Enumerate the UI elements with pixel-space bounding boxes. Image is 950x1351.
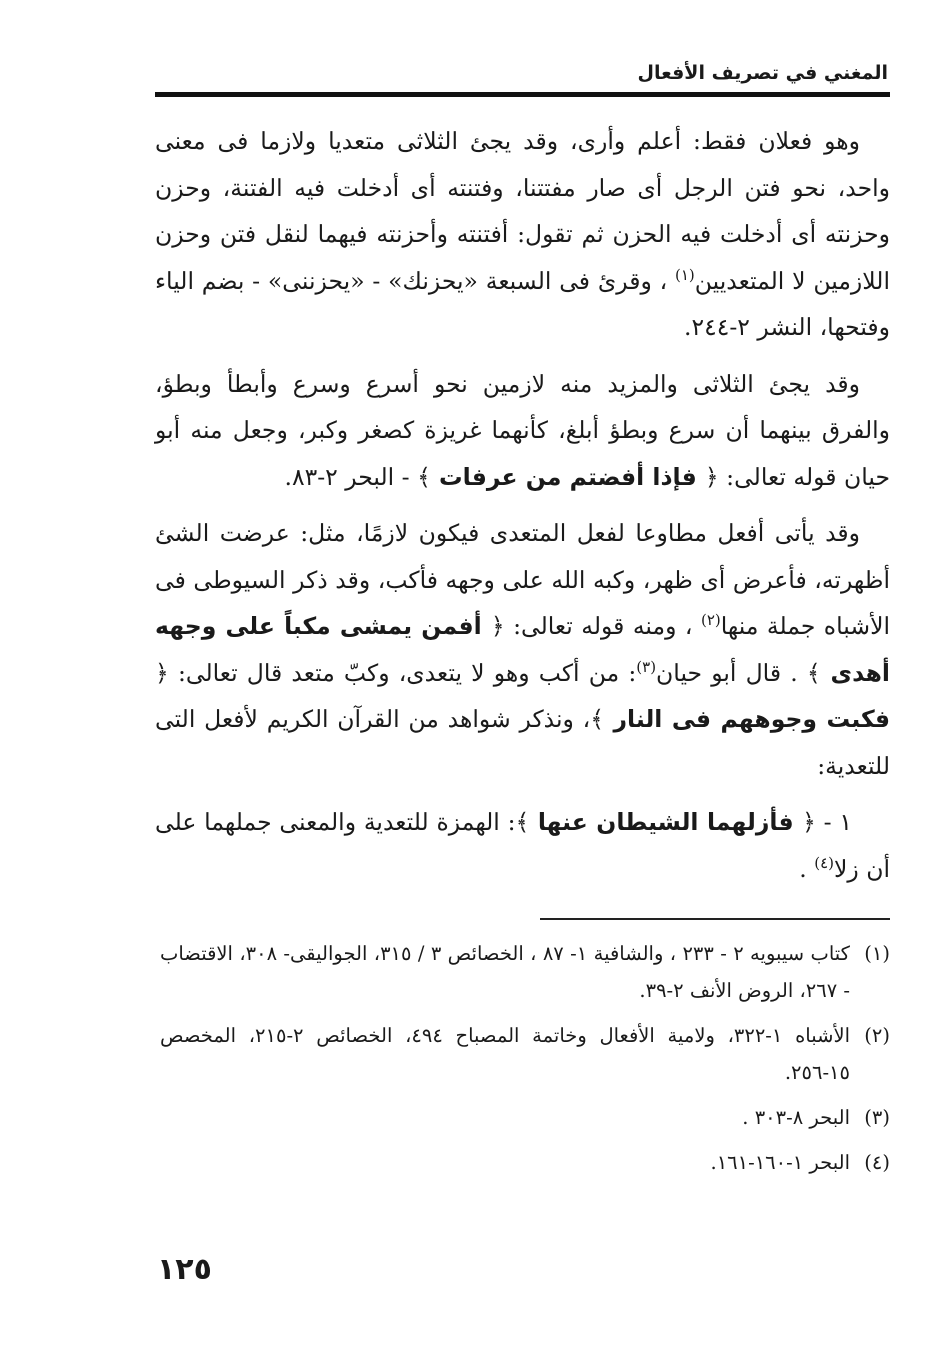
- text-segment: .: [799, 854, 815, 883]
- quran-verse: أفمن يمشى مكباً على وجهه أهدى: [155, 612, 890, 687]
- footnote-text: البحر ٨-٣٠٣ .: [742, 1106, 850, 1129]
- quran-close-bracket: ﴾: [590, 705, 605, 733]
- quran-verse: فإذا أفضتم من عرفات: [430, 462, 705, 491]
- quran-open-bracket: ﴿: [802, 808, 816, 836]
- list-number: ١ -: [815, 808, 852, 836]
- footnote-ref-2[interactable]: (٢): [700, 611, 721, 630]
- footnote-ref-4[interactable]: (٤): [814, 853, 834, 872]
- footnote-number: (٤): [864, 1151, 890, 1174]
- footnotes: [160, 935, 890, 1189]
- quran-open-bracket: ﴿: [490, 612, 505, 640]
- quran-verse: فأزلهما الشيطان عنها: [529, 808, 803, 836]
- text-segment: ، ومنه قوله تعالى:: [504, 612, 701, 640]
- text-segment: : الهمزة للتعدية والمعنى جملهما على أن زلا: [155, 808, 890, 883]
- page-number: ١٢٥: [157, 1252, 212, 1287]
- text-segment: - البحر ٢-٨٣.: [284, 462, 418, 491]
- text-segment: ، وقرئ فى السبعة «يحزنك» - «يحزننى» - بضم الياء وفتحها، النشر ٢-٢٤٤.: [155, 266, 890, 341]
- text-segment: : من أكب وهو لا يتعدى، وكبّ متعد قال تعالى:: [168, 658, 637, 687]
- footnote-4: [160, 1144, 890, 1181]
- paragraph-4: [155, 799, 890, 892]
- text-segment: ، ونذكر شواهد من القرآن الكريم لأفعل التى للتعدية:: [155, 705, 890, 780]
- footnote-1: [160, 935, 890, 1009]
- text-segment: وهو فعلان فقط: أعلم وأرى، وقد يجئ الثلاثى متعديا ولازما فى معنى واحد، نحو فتن الرجل أى صار مفتتنا، وفتنته أى أدخلت فيه الفتنة، وحزن وحزنته أى أدخلت فيه الحزن ثم تقول: أفتنته وأحزنته فيهما لنقل فتن وحزن اللازمين لا المتعديين: [155, 127, 890, 295]
- footnote-text: كتاب سيبويه ٢ - ٢٣٣ ، والشافية ١- ٨٧ ، الخصائص ٣ / ٣١٥، الجواليقى- ٣٠٨، الاقتضاب - ٢٦٧، الروض الأنف ٢-٣٩.: [160, 942, 850, 1002]
- footnote-ref-3[interactable]: (٣): [636, 657, 657, 676]
- text-segment: . قال أبو حيان: [656, 658, 807, 687]
- quran-close-bracket: ﴾: [417, 462, 431, 491]
- footnote-number: (٢): [864, 1024, 890, 1047]
- footnote-number: (٣): [864, 1106, 890, 1129]
- quran-close-bracket: ﴾: [806, 658, 821, 687]
- footnote-2: [160, 1017, 890, 1091]
- quran-close-bracket: ﴾: [515, 808, 530, 836]
- footnote-rule: [540, 918, 890, 920]
- quran-verse: فكبت وجوههم فى النار: [604, 705, 891, 733]
- running-header: المغني في تصريف الأفعال: [637, 62, 888, 84]
- quran-open-bracket: ﴿: [704, 462, 719, 491]
- main-text: [155, 118, 890, 902]
- text-segment: وقد يجئ الثلاثى والمزيد منه لازمين نحو أسرع وسرع وأبطأ وبطؤ، والفرق بينهما أن سرع وبطؤ أبلغ، كأنهما غريزة كصغر وكبر، وجعل منه أبو حيان قوله تعالى:: [155, 369, 890, 491]
- header-rule: [155, 92, 890, 97]
- paragraph-3: [155, 510, 890, 789]
- paragraph-2: [155, 361, 890, 501]
- paragraph-1: [155, 118, 890, 351]
- footnote-text: الأشباه ١-٣٢٢، ولامية الأفعال وخاتمة المصباح ٤٩٤، الخصائص ٢-٢١٥، المخصص ١٥-٢٥٦.: [160, 1024, 851, 1084]
- footnote-3: [160, 1099, 890, 1136]
- footnote-text: البحر ١-١٦٠-١٦١.: [710, 1151, 850, 1174]
- text-segment: وقد يأتى أفعل مطاوعا لفعل المتعدى فيكون لازمًا، مثل: عرضت الشئ أظهرته، فأعرض أى ظهر، وكبه الله على وجهه فأكب، وقد ذكر السيوطى فى الأشباه جملة منها: [155, 519, 890, 640]
- quran-open-bracket: ﴿: [155, 658, 169, 687]
- footnote-number: (١): [864, 942, 890, 965]
- footnote-ref-1[interactable]: (١): [675, 265, 695, 284]
